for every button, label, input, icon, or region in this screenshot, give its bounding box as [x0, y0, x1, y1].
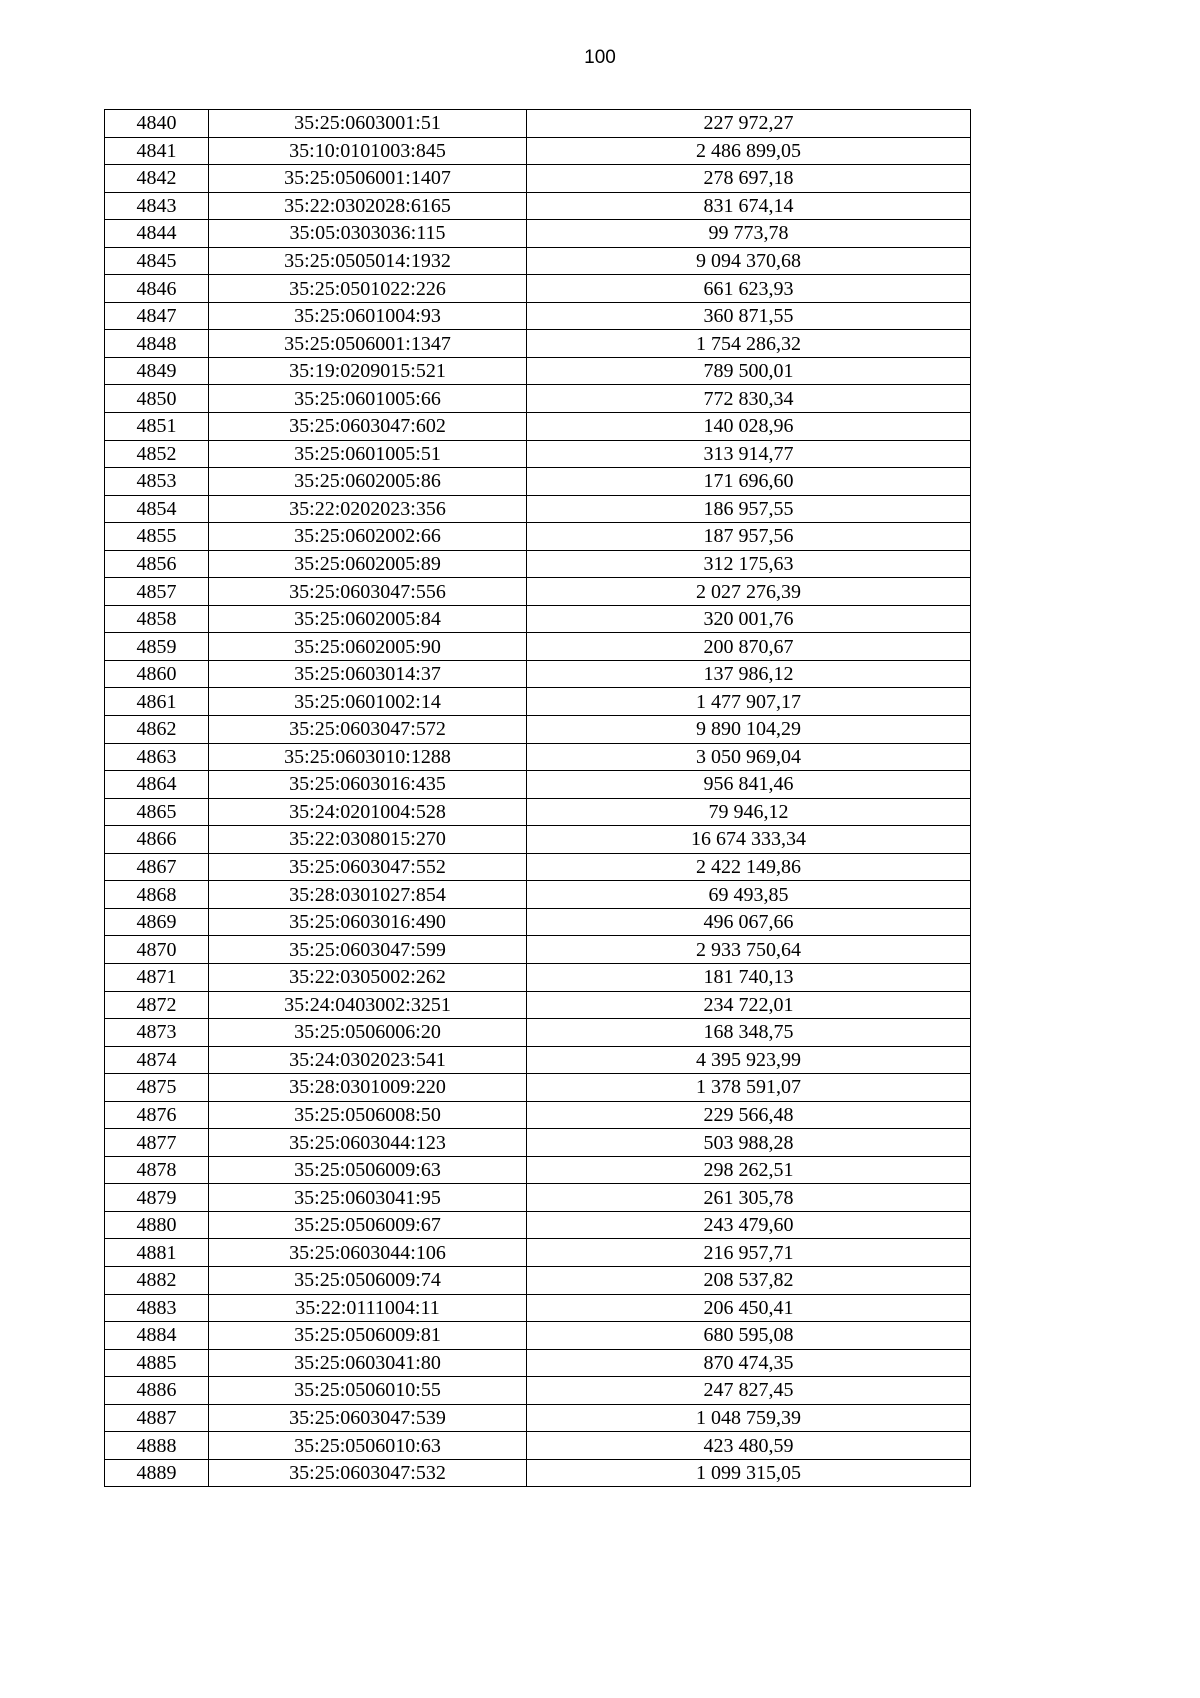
row-number-cell: 4870	[105, 936, 209, 964]
cadastral-value-cell: 186 957,55	[527, 495, 971, 523]
cadastral-number-cell: 35:25:0601005:66	[209, 385, 527, 413]
row-number-cell: 4884	[105, 1322, 209, 1350]
cadastral-number-cell: 35:25:0506009:63	[209, 1156, 527, 1184]
cadastral-value-cell: 496 067,66	[527, 908, 971, 936]
cadastral-value-cell: 4 395 923,99	[527, 1046, 971, 1074]
cadastral-value-cell: 261 305,78	[527, 1184, 971, 1212]
cadastral-value-cell: 234 722,01	[527, 991, 971, 1019]
table-row	[105, 385, 971, 413]
table-row	[105, 1074, 971, 1102]
cadastral-value-cell: 99 773,78	[527, 220, 971, 248]
cadastral-number-cell: 35:22:0111004:11	[209, 1294, 527, 1322]
table-row	[105, 1211, 971, 1239]
cadastral-number-cell: 35:22:0302028:6165	[209, 192, 527, 220]
table-row	[105, 1101, 971, 1129]
row-number-cell: 4872	[105, 991, 209, 1019]
cadastral-number-cell: 35:25:0603047:539	[209, 1404, 527, 1432]
table-row	[105, 247, 971, 275]
row-number-cell: 4882	[105, 1266, 209, 1294]
cadastral-value-cell: 227 972,27	[527, 110, 971, 138]
row-number-cell: 4874	[105, 1046, 209, 1074]
cadastral-value-cell: 1 378 591,07	[527, 1074, 971, 1102]
row-number-cell: 4858	[105, 605, 209, 633]
row-number-cell: 4880	[105, 1211, 209, 1239]
page-number: 100	[584, 47, 616, 68]
row-number-cell: 4877	[105, 1129, 209, 1157]
table-row	[105, 1266, 971, 1294]
cadastral-value-cell: 2 933 750,64	[527, 936, 971, 964]
row-number-cell: 4889	[105, 1459, 209, 1487]
table-row	[105, 110, 971, 138]
row-number-cell: 4865	[105, 798, 209, 826]
cadastral-value-cell: 206 450,41	[527, 1294, 971, 1322]
table-row	[105, 495, 971, 523]
cadastral-number-cell: 35:25:0602002:66	[209, 523, 527, 551]
row-number-cell: 4851	[105, 413, 209, 441]
table-row	[105, 468, 971, 496]
table-row	[105, 357, 971, 385]
cadastral-value-cell: 360 871,55	[527, 302, 971, 330]
cadastral-number-cell: 35:25:0603041:95	[209, 1184, 527, 1212]
cadastral-number-cell: 35:25:0603001:51	[209, 110, 527, 138]
table-row	[105, 1239, 971, 1267]
cadastral-value-cell: 423 480,59	[527, 1432, 971, 1460]
row-number-cell: 4850	[105, 385, 209, 413]
row-number-cell: 4854	[105, 495, 209, 523]
cadastral-number-cell: 35:25:0506009:67	[209, 1211, 527, 1239]
cadastral-value-cell: 16 674 333,34	[527, 826, 971, 854]
cadastral-number-cell: 35:25:0506001:1407	[209, 165, 527, 193]
table-row	[105, 1349, 971, 1377]
cadastral-number-cell: 35:25:0505014:1932	[209, 247, 527, 275]
cadastral-value-cell: 2 422 149,86	[527, 853, 971, 881]
row-number-cell: 4883	[105, 1294, 209, 1322]
cadastral-value-cell: 187 957,56	[527, 523, 971, 551]
cadastral-value-cell: 168 348,75	[527, 1019, 971, 1047]
cadastral-value-cell: 680 595,08	[527, 1322, 971, 1350]
cadastral-number-cell: 35:28:0301027:854	[209, 881, 527, 909]
row-number-cell: 4853	[105, 468, 209, 496]
cadastral-number-cell: 35:25:0603047:552	[209, 853, 527, 881]
cadastral-value-cell: 243 479,60	[527, 1211, 971, 1239]
table-row	[105, 605, 971, 633]
cadastral-value-cell: 137 986,12	[527, 660, 971, 688]
cadastral-value-cell: 1 099 315,05	[527, 1459, 971, 1487]
table-row	[105, 743, 971, 771]
row-number-cell: 4849	[105, 357, 209, 385]
row-number-cell: 4862	[105, 716, 209, 744]
table-row	[105, 1459, 971, 1487]
cadastral-value-cell: 298 262,51	[527, 1156, 971, 1184]
row-number-cell: 4888	[105, 1432, 209, 1460]
cadastral-number-cell: 35:24:0302023:541	[209, 1046, 527, 1074]
cadastral-number-cell: 35:25:0603010:1288	[209, 743, 527, 771]
table-row	[105, 578, 971, 606]
row-number-cell: 4840	[105, 110, 209, 138]
cadastral-number-cell: 35:25:0603016:490	[209, 908, 527, 936]
row-number-cell: 4866	[105, 826, 209, 854]
cadastral-value-cell: 2 027 276,39	[527, 578, 971, 606]
row-number-cell: 4852	[105, 440, 209, 468]
row-number-cell: 4841	[105, 137, 209, 165]
cadastral-value-cell: 1 477 907,17	[527, 688, 971, 716]
cadastral-number-cell: 35:25:0601005:51	[209, 440, 527, 468]
row-number-cell: 4867	[105, 853, 209, 881]
cadastral-number-cell: 35:25:0506010:55	[209, 1377, 527, 1405]
cadastral-number-cell: 35:24:0403002:3251	[209, 991, 527, 1019]
cadastral-value-cell: 229 566,48	[527, 1101, 971, 1129]
row-number-cell: 4844	[105, 220, 209, 248]
row-number-cell: 4871	[105, 963, 209, 991]
cadastral-value-cell: 1 048 759,39	[527, 1404, 971, 1432]
cadastral-number-cell: 35:24:0201004:528	[209, 798, 527, 826]
table-row	[105, 991, 971, 1019]
row-number-cell: 4843	[105, 192, 209, 220]
cadastral-number-cell: 35:25:0603047:602	[209, 413, 527, 441]
table-row	[105, 1377, 971, 1405]
row-number-cell: 4881	[105, 1239, 209, 1267]
row-number-cell: 4846	[105, 275, 209, 303]
row-number-cell: 4873	[105, 1019, 209, 1047]
cadastral-number-cell: 35:22:0305002:262	[209, 963, 527, 991]
cadastral-value-cell: 320 001,76	[527, 605, 971, 633]
table-row	[105, 716, 971, 744]
cadastral-value-cell: 789 500,01	[527, 357, 971, 385]
row-number-cell: 4845	[105, 247, 209, 275]
cadastral-value-cell: 79 946,12	[527, 798, 971, 826]
table-row	[105, 881, 971, 909]
row-number-cell: 4887	[105, 1404, 209, 1432]
cadastral-number-cell: 35:22:0202023:356	[209, 495, 527, 523]
cadastral-number-cell: 35:25:0506010:63	[209, 1432, 527, 1460]
table-row	[105, 413, 971, 441]
cadastral-value-cell: 171 696,60	[527, 468, 971, 496]
cadastral-number-cell: 35:25:0603014:37	[209, 660, 527, 688]
table-row	[105, 688, 971, 716]
table-row	[105, 330, 971, 358]
table-row	[105, 1432, 971, 1460]
cadastral-number-cell: 35:25:0506006:20	[209, 1019, 527, 1047]
row-number-cell: 4842	[105, 165, 209, 193]
row-number-cell: 4860	[105, 660, 209, 688]
row-number-cell: 4861	[105, 688, 209, 716]
cadastral-number-cell: 35:25:0603044:123	[209, 1129, 527, 1157]
cadastral-value-cell: 661 623,93	[527, 275, 971, 303]
table-row	[105, 633, 971, 661]
row-number-cell: 4875	[105, 1074, 209, 1102]
cadastral-number-cell: 35:25:0506009:74	[209, 1266, 527, 1294]
cadastral-number-cell: 35:05:0303036:115	[209, 220, 527, 248]
row-number-cell: 4855	[105, 523, 209, 551]
row-number-cell: 4864	[105, 771, 209, 799]
table-row	[105, 1294, 971, 1322]
row-number-cell: 4886	[105, 1377, 209, 1405]
cadastral-number-cell: 35:25:0506008:50	[209, 1101, 527, 1129]
cadastral-number-cell: 35:25:0603041:80	[209, 1349, 527, 1377]
cadastral-number-cell: 35:25:0506001:1347	[209, 330, 527, 358]
table-row	[105, 1322, 971, 1350]
table-row	[105, 220, 971, 248]
cadastral-value-cell: 312 175,63	[527, 550, 971, 578]
cadastral-value-cell: 181 740,13	[527, 963, 971, 991]
table-row	[105, 853, 971, 881]
table-row	[105, 771, 971, 799]
table-row	[105, 936, 971, 964]
cadastral-number-cell: 35:25:0506009:81	[209, 1322, 527, 1350]
table-row	[105, 1404, 971, 1432]
row-number-cell: 4879	[105, 1184, 209, 1212]
cadastral-number-cell: 35:25:0602005:90	[209, 633, 527, 661]
cadastral-value-cell: 69 493,85	[527, 881, 971, 909]
cadastral-value-cell: 870 474,35	[527, 1349, 971, 1377]
cadastral-number-cell: 35:25:0603047:599	[209, 936, 527, 964]
row-number-cell: 4878	[105, 1156, 209, 1184]
cadastral-value-cell: 956 841,46	[527, 771, 971, 799]
row-number-cell: 4856	[105, 550, 209, 578]
cadastral-number-cell: 35:25:0602005:84	[209, 605, 527, 633]
table-row	[105, 137, 971, 165]
cadastral-number-cell: 35:10:0101003:845	[209, 137, 527, 165]
cadastral-value-cell: 2 486 899,05	[527, 137, 971, 165]
cadastral-number-cell: 35:25:0602005:89	[209, 550, 527, 578]
cadastral-number-cell: 35:25:0501022:226	[209, 275, 527, 303]
row-number-cell: 4863	[105, 743, 209, 771]
cadastral-value-cell: 831 674,14	[527, 192, 971, 220]
cadastral-number-cell: 35:25:0603047:532	[209, 1459, 527, 1487]
cadastral-value-cell: 247 827,45	[527, 1377, 971, 1405]
table-row	[105, 165, 971, 193]
cadastral-value-cell: 278 697,18	[527, 165, 971, 193]
row-number-cell: 4876	[105, 1101, 209, 1129]
row-number-cell: 4885	[105, 1349, 209, 1377]
cadastral-value-table	[104, 109, 971, 1487]
cadastral-number-cell: 35:25:0601002:14	[209, 688, 527, 716]
cadastral-value-cell: 200 870,67	[527, 633, 971, 661]
table-row	[105, 1156, 971, 1184]
cadastral-number-cell: 35:25:0602005:86	[209, 468, 527, 496]
cadastral-number-cell: 35:25:0603047:556	[209, 578, 527, 606]
cadastral-value-cell: 9 890 104,29	[527, 716, 971, 744]
table-row	[105, 1046, 971, 1074]
table-row	[105, 550, 971, 578]
cadastral-value-cell: 3 050 969,04	[527, 743, 971, 771]
cadastral-number-cell: 35:25:0601004:93	[209, 302, 527, 330]
cadastral-number-cell: 35:28:0301009:220	[209, 1074, 527, 1102]
table-row	[105, 963, 971, 991]
cadastral-value-cell: 1 754 286,32	[527, 330, 971, 358]
cadastral-number-cell: 35:25:0603047:572	[209, 716, 527, 744]
row-number-cell: 4847	[105, 302, 209, 330]
cadastral-value-cell: 313 914,77	[527, 440, 971, 468]
table-row	[105, 1129, 971, 1157]
row-number-cell: 4869	[105, 908, 209, 936]
table-row	[105, 523, 971, 551]
table-row	[105, 275, 971, 303]
cadastral-number-cell: 35:22:0308015:270	[209, 826, 527, 854]
cadastral-value-cell: 9 094 370,68	[527, 247, 971, 275]
table-row	[105, 302, 971, 330]
cadastral-value-cell: 503 988,28	[527, 1129, 971, 1157]
table-row	[105, 1019, 971, 1047]
cadastral-value-cell: 772 830,34	[527, 385, 971, 413]
row-number-cell: 4868	[105, 881, 209, 909]
cadastral-number-cell: 35:25:0603016:435	[209, 771, 527, 799]
table-row	[105, 192, 971, 220]
table-body	[105, 110, 971, 1487]
table-row	[105, 908, 971, 936]
table-row	[105, 798, 971, 826]
cadastral-value-cell: 216 957,71	[527, 1239, 971, 1267]
cadastral-value-cell: 208 537,82	[527, 1266, 971, 1294]
table-row	[105, 826, 971, 854]
row-number-cell: 4859	[105, 633, 209, 661]
table-row	[105, 1184, 971, 1212]
cadastral-value-cell: 140 028,96	[527, 413, 971, 441]
cadastral-number-cell: 35:19:0209015:521	[209, 357, 527, 385]
table-row	[105, 440, 971, 468]
table-row	[105, 660, 971, 688]
row-number-cell: 4857	[105, 578, 209, 606]
cadastral-number-cell: 35:25:0603044:106	[209, 1239, 527, 1267]
row-number-cell: 4848	[105, 330, 209, 358]
